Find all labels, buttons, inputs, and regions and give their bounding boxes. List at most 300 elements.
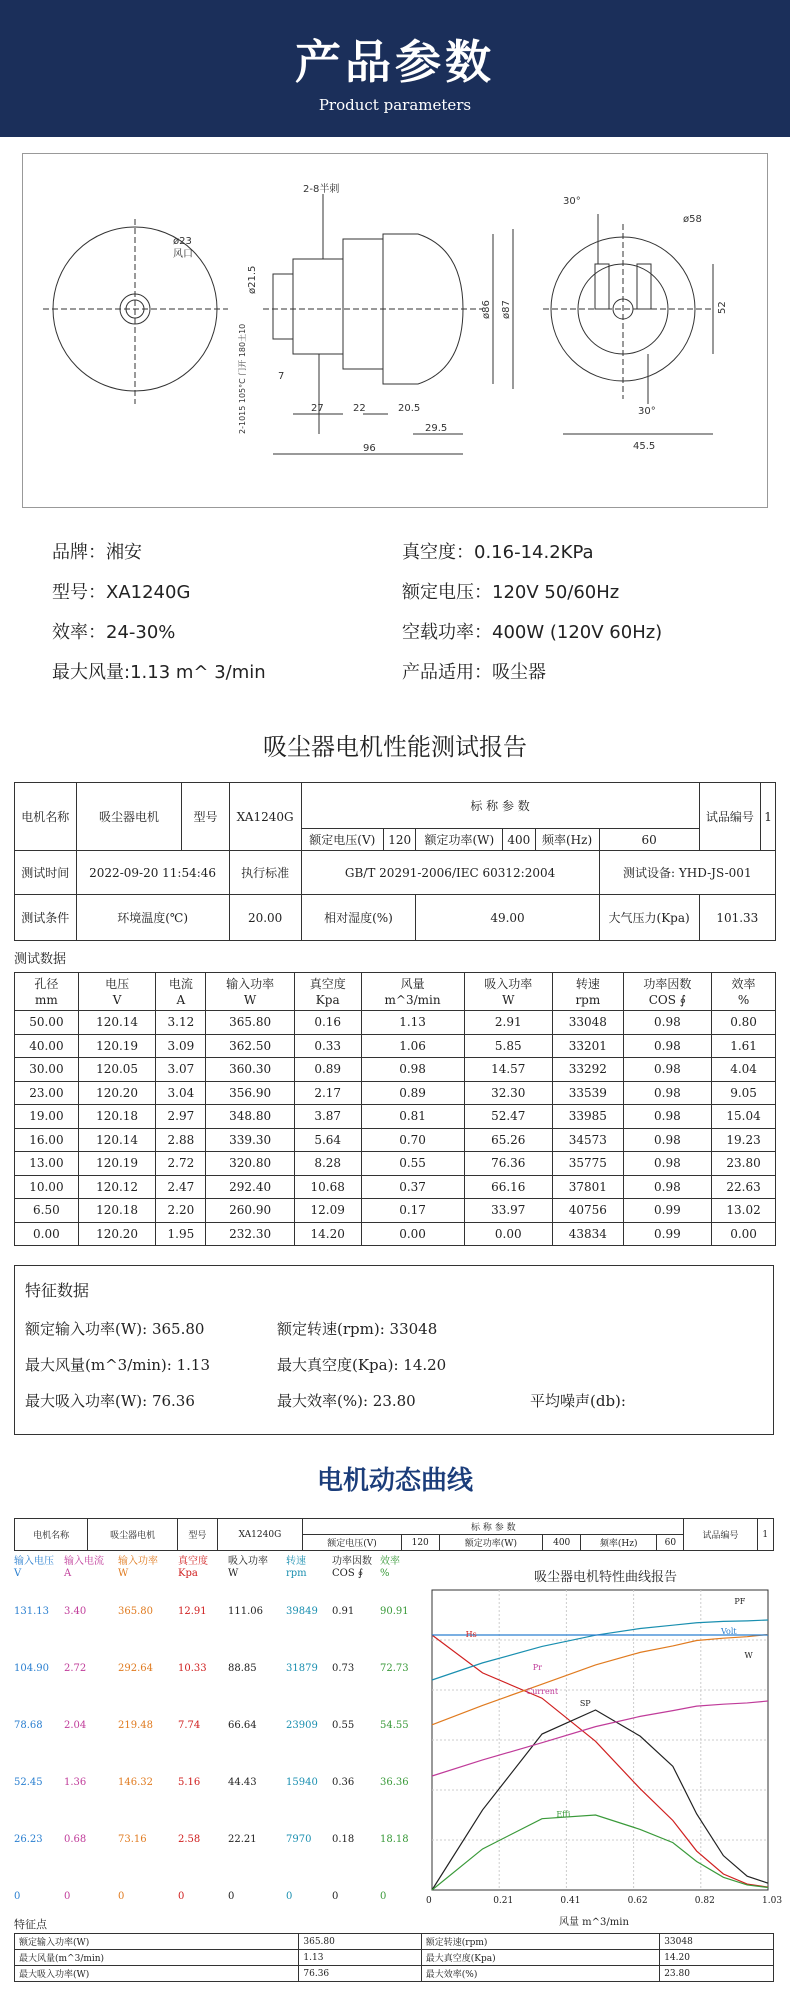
svg-text:52: 52 — [717, 301, 728, 314]
technical-drawing — [22, 153, 768, 508]
table-cell: 3.04 — [156, 1081, 206, 1105]
table-cell: 0.98 — [623, 1128, 711, 1152]
cell: 20.00 — [229, 895, 301, 941]
cell: 400 — [503, 829, 535, 851]
table-cell: 120.05 — [78, 1058, 156, 1082]
curve-value: 78.68 — [14, 1720, 43, 1731]
table-cell: 76.36 — [464, 1152, 552, 1176]
curve-value: 0 — [380, 1891, 387, 1902]
feature-max-suction: 最大吸入功率(W): 76.36 — [25, 1392, 195, 1410]
x-tick-label: 1.03 — [762, 1896, 783, 1906]
curve-value: 2.58 — [178, 1834, 201, 1845]
spec-brand: 品牌：湘安 — [52, 542, 142, 563]
curve-value: 0.55 — [332, 1720, 355, 1731]
cell: 额定电压(V) — [301, 829, 383, 851]
table-cell: 0.16 — [294, 1011, 361, 1035]
table-cell: 52.47 — [464, 1105, 552, 1129]
table-cell: 120.18 — [78, 1105, 156, 1129]
table-cell: 2.17 — [294, 1081, 361, 1105]
table-cell: 额定输入功率(W) — [15, 1934, 299, 1950]
table-row — [15, 1058, 776, 1082]
spec-vacuum: 真空度：0.16-14.2KPa — [402, 542, 594, 563]
table-cell: 0.55 — [361, 1152, 464, 1176]
table-row — [15, 1152, 776, 1176]
column-header: 吸入功率 W — [464, 973, 552, 1011]
table-row — [15, 1128, 776, 1152]
cell: 101.33 — [699, 895, 775, 941]
table-cell: 120.14 — [78, 1128, 156, 1152]
svg-text:22: 22 — [353, 403, 366, 414]
table-cell: 14.20 — [660, 1950, 774, 1966]
cell: XA1240G — [217, 1519, 303, 1551]
cell: 试品编号 — [699, 783, 761, 851]
table-cell: 12.09 — [294, 1199, 361, 1223]
svg-text:ø58: ø58 — [683, 214, 702, 225]
column-header: 效率 % — [712, 973, 776, 1011]
curve-value: 0 — [332, 1891, 339, 1902]
cell: 频率(Hz) — [581, 1535, 657, 1551]
curve-value: 22.21 — [228, 1834, 257, 1845]
cell: 49.00 — [416, 895, 599, 941]
table-cell: 10.00 — [15, 1175, 79, 1199]
table-cell: 5.85 — [464, 1034, 552, 1058]
motor-drawing-svg — [23, 154, 769, 509]
curve-info-table — [14, 1518, 774, 1551]
table-cell: 16.00 — [15, 1128, 79, 1152]
curve-value: 0 — [64, 1891, 71, 1902]
table-cell: 0.00 — [15, 1222, 79, 1246]
curve-label: SP — [579, 1699, 591, 1708]
curve-value: 0 — [178, 1891, 185, 1902]
curve-col-head: 转速 rpm — [286, 1556, 307, 1579]
table-cell: 0.00 — [712, 1222, 776, 1246]
table-cell: 120.19 — [78, 1034, 156, 1058]
curve-value: 90.91 — [380, 1606, 409, 1617]
table-row — [15, 1175, 776, 1199]
cell: 频率(Hz) — [535, 829, 599, 851]
cell: 1 — [757, 1519, 773, 1551]
table-cell: 10.68 — [294, 1175, 361, 1199]
cell: 400 — [543, 1535, 581, 1551]
cell: XA1240G — [229, 783, 301, 851]
table-cell: 9.05 — [712, 1081, 776, 1105]
curve-report — [14, 1518, 783, 1996]
report-title: 吸尘器电机性能测试报告 — [263, 733, 527, 761]
cell: 测试设备: YHD-JS-001 — [599, 851, 775, 895]
table-cell: 19.00 — [15, 1105, 79, 1129]
table-cell: 120.12 — [78, 1175, 156, 1199]
x-tick-label: 0.62 — [627, 1896, 648, 1906]
cell: GB/T 20291-2006/IEC 60312:2004 — [301, 851, 599, 895]
svg-text:ø86: ø86 — [481, 300, 492, 319]
table-cell: 232.30 — [206, 1222, 294, 1246]
curve-value: 39849 — [286, 1606, 318, 1617]
table-cell: 0.37 — [361, 1175, 464, 1199]
svg-text:30°: 30° — [638, 406, 656, 417]
curve-label: Hs — [465, 1630, 477, 1639]
table-cell: 33201 — [552, 1034, 623, 1058]
curve-value: 104.90 — [14, 1663, 49, 1674]
table-cell: 33539 — [552, 1081, 623, 1105]
report-info-table — [14, 782, 776, 941]
curve-value: 0.68 — [64, 1834, 87, 1845]
table-cell: 2.72 — [156, 1152, 206, 1176]
curve-value: 54.55 — [380, 1720, 409, 1731]
curve-value: 0.18 — [332, 1834, 355, 1845]
table-cell: 0.00 — [361, 1222, 464, 1246]
table-cell: 32.30 — [464, 1081, 552, 1105]
table-cell: 40.00 — [15, 1034, 79, 1058]
curve-col-head: 输入电流 A — [64, 1556, 104, 1579]
speed-curve — [432, 1620, 768, 1680]
table-cell: 最大风量(m^3/min) — [15, 1950, 299, 1966]
spec-airflow: 最大风量:1.13 m^ 3/min — [52, 662, 266, 683]
curve-value: 146.32 — [118, 1777, 153, 1788]
table-cell: 0.98 — [623, 1058, 711, 1082]
curve-col-head: 输入电压 V — [14, 1556, 54, 1579]
suction-curve — [432, 1710, 768, 1890]
table-cell: 33985 — [552, 1105, 623, 1129]
curve-report-title: 吸尘器电机特性曲线报告 — [534, 1570, 678, 1585]
table-cell: 120.20 — [78, 1222, 156, 1246]
table-cell: 最大效率(%) — [421, 1966, 659, 1982]
curve-value: 219.48 — [118, 1720, 153, 1731]
curve-value: 0.91 — [332, 1606, 355, 1617]
table-cell: 额定转速(rpm) — [421, 1934, 659, 1950]
table-cell: 2.97 — [156, 1105, 206, 1129]
table-row — [15, 1966, 774, 1982]
table-cell: 66.16 — [464, 1175, 552, 1199]
curve-value: 88.85 — [228, 1663, 257, 1674]
table-cell: 1.61 — [712, 1034, 776, 1058]
table-row — [15, 1222, 776, 1246]
svg-text:ø23: ø23 — [173, 236, 192, 247]
table-cell: 14.20 — [294, 1222, 361, 1246]
svg-text:27: 27 — [311, 403, 324, 414]
cell: 标 称 参 数 — [303, 1519, 684, 1535]
curve-chart — [426, 1588, 783, 1908]
cell: 环境温度(℃) — [76, 895, 229, 941]
table-cell: 0.33 — [294, 1034, 361, 1058]
feature-max-vacuum: 最大真空度(Kpa): 14.20 — [277, 1356, 447, 1374]
table-cell: 0.98 — [623, 1034, 711, 1058]
cell: 120 — [401, 1535, 439, 1551]
table-cell: 1.13 — [299, 1950, 421, 1966]
table-cell: 0.81 — [361, 1105, 464, 1129]
table-cell: 320.80 — [206, 1152, 294, 1176]
table-cell: 3.87 — [294, 1105, 361, 1129]
feature-max-efficiency: 最大效率(%): 23.80 — [277, 1392, 416, 1410]
curve-label: Current — [526, 1687, 559, 1696]
test-data-table — [14, 972, 776, 1246]
cell: 1 — [761, 783, 776, 851]
x-tick-label: 0.82 — [694, 1896, 715, 1906]
table-cell: 23.80 — [660, 1966, 774, 1982]
table-cell: 40756 — [552, 1199, 623, 1223]
table-cell: 19.23 — [712, 1128, 776, 1152]
table-cell: 356.90 — [206, 1081, 294, 1105]
table-cell: 0.98 — [361, 1058, 464, 1082]
curve-value: 2.72 — [64, 1663, 87, 1674]
x-tick-label: 0.41 — [560, 1896, 581, 1906]
cell: 吸尘器电机 — [88, 1519, 178, 1551]
header-banner — [0, 0, 790, 137]
cell: 执行标准 — [229, 851, 301, 895]
spec-noload-power: 空载功率：400W (120V 60Hz) — [402, 622, 663, 643]
column-header: 真空度 Kpa — [294, 973, 361, 1011]
table-row — [15, 1034, 776, 1058]
table-cell: 30.00 — [15, 1058, 79, 1082]
table-cell: 13.00 — [15, 1152, 79, 1176]
table-cell: 2.47 — [156, 1175, 206, 1199]
curve-value: 72.73 — [380, 1663, 409, 1674]
table-cell: 37801 — [552, 1175, 623, 1199]
cell: 吸尘器电机 — [76, 783, 182, 851]
spec-efficiency: 效率：24-30% — [52, 622, 176, 643]
x-tick-label: 0.21 — [493, 1896, 514, 1906]
cell: 标 称 参 数 — [301, 783, 699, 829]
table-cell: 1.13 — [361, 1011, 464, 1035]
cell: 相对湿度(%) — [301, 895, 416, 941]
column-header: 风量 m^3/min — [361, 973, 464, 1011]
table-cell: 23.80 — [712, 1152, 776, 1176]
table-cell: 2.20 — [156, 1199, 206, 1223]
curve-col-head: 效率 % — [380, 1556, 400, 1579]
table-cell: 0.98 — [623, 1175, 711, 1199]
curve-value: 131.13 — [14, 1606, 49, 1617]
table-cell: 33.97 — [464, 1199, 552, 1223]
curve-value: 0.36 — [332, 1777, 355, 1788]
power-curve — [432, 1634, 768, 1724]
cell: 60 — [657, 1535, 684, 1551]
curve-value: 292.64 — [118, 1663, 153, 1674]
curve-value: 73.16 — [118, 1834, 147, 1845]
table-cell: 348.80 — [206, 1105, 294, 1129]
curve-value: 18.18 — [380, 1834, 409, 1845]
table-cell: 35775 — [552, 1152, 623, 1176]
table-row — [15, 1011, 776, 1035]
table-cell: 0.89 — [294, 1058, 361, 1082]
cell: 额定功率(W) — [416, 829, 503, 851]
curve-section-title: 电机动态曲线 — [316, 1466, 473, 1496]
curve-value: 36.36 — [380, 1777, 409, 1788]
table-row — [15, 1950, 774, 1966]
curve-value: 5.16 — [178, 1777, 201, 1788]
curve-value: 10.33 — [178, 1663, 207, 1674]
curve-value: 23909 — [286, 1720, 318, 1731]
table-cell: 0.98 — [623, 1105, 711, 1129]
spec-model: 型号：XA1240G — [52, 582, 191, 603]
table-cell: 15.04 — [712, 1105, 776, 1129]
table-cell: 120.20 — [78, 1081, 156, 1105]
table-cell: 365.80 — [299, 1934, 421, 1950]
column-header: 输入功率 W — [206, 973, 294, 1011]
table-cell: 3.09 — [156, 1034, 206, 1058]
curve-value: 7.74 — [178, 1720, 201, 1731]
test-data-label: 测试数据 — [14, 952, 67, 967]
curve-value: 44.43 — [228, 1777, 257, 1788]
table-cell: 120.18 — [78, 1199, 156, 1223]
curve-value: 3.40 — [64, 1606, 87, 1617]
curve-value: 0 — [118, 1891, 125, 1902]
curve-value: 365.80 — [118, 1606, 153, 1617]
feature-label: 特征数据 — [25, 1281, 90, 1300]
table-cell: 0.80 — [712, 1011, 776, 1035]
table-cell: 0.99 — [623, 1199, 711, 1223]
table-cell: 260.90 — [206, 1199, 294, 1223]
cell: 试品编号 — [684, 1519, 757, 1551]
svg-text:ø87: ø87 — [501, 300, 512, 319]
table-cell: 34573 — [552, 1128, 623, 1152]
table-cell: 1.06 — [361, 1034, 464, 1058]
cell: 电机名称 — [15, 1519, 88, 1551]
table-cell: 3.12 — [156, 1011, 206, 1035]
table-cell: 76.36 — [299, 1966, 421, 1982]
curve-value: 0 — [14, 1891, 21, 1902]
table-row — [15, 1934, 774, 1950]
table-cell: 120.19 — [78, 1152, 156, 1176]
table-cell: 362.50 — [206, 1034, 294, 1058]
table-cell: 8.28 — [294, 1152, 361, 1176]
cell: 2022-09-20 11:54:46 — [76, 851, 229, 895]
curve-col-head: 吸入功率 W — [228, 1556, 268, 1579]
curve-label: Effi — [556, 1810, 571, 1819]
feature-noise: 平均噪声(db): — [530, 1392, 626, 1410]
table-cell: 120.14 — [78, 1011, 156, 1035]
table-cell: 23.00 — [15, 1081, 79, 1105]
table-cell: 3.07 — [156, 1058, 206, 1082]
curve-col-head: 真空度 Kpa — [178, 1556, 208, 1579]
spec-application: 产品适用：吸尘器 — [402, 662, 546, 683]
table-cell: 292.40 — [206, 1175, 294, 1199]
curve-value: 15940 — [286, 1777, 318, 1788]
table-cell: 43834 — [552, 1222, 623, 1246]
table-cell: 2.88 — [156, 1128, 206, 1152]
table-cell: 365.80 — [206, 1011, 294, 1035]
curve-value: 12.91 — [178, 1606, 207, 1617]
x-tick-label: 0 — [426, 1896, 432, 1906]
curve-value: 111.06 — [228, 1606, 263, 1617]
spec-voltage: 额定电压：120V 50/60Hz — [402, 582, 620, 603]
feature-rated-speed: 额定转速(rpm): 33048 — [277, 1320, 438, 1338]
table-cell: 0.17 — [361, 1199, 464, 1223]
curve-label: PF — [734, 1597, 746, 1606]
svg-text:29.5: 29.5 — [425, 423, 448, 434]
table-cell: 33292 — [552, 1058, 623, 1082]
table-cell: 14.57 — [464, 1058, 552, 1082]
column-header: 孔径 mm — [15, 973, 79, 1011]
svg-text:45.5: 45.5 — [633, 441, 656, 452]
table-row — [15, 1105, 776, 1129]
curve-feature-label: 特征点 — [14, 1918, 47, 1931]
feature-box — [14, 1265, 774, 1435]
cell: 120 — [384, 829, 416, 851]
table-cell: 65.26 — [464, 1128, 552, 1152]
svg-text:96: 96 — [363, 443, 376, 454]
curve-value: 0 — [286, 1891, 293, 1902]
curve-col-head: 输入功率 W — [118, 1556, 158, 1579]
table-cell: 4.04 — [712, 1058, 776, 1082]
table-cell: 5.64 — [294, 1128, 361, 1152]
table-cell: 最大吸入功率(W) — [15, 1966, 299, 1982]
cell: 电机名称 — [15, 783, 77, 851]
cell: 测试时间 — [15, 851, 77, 895]
cell: 60 — [599, 829, 699, 851]
curve-col-head: 功率因数 COS ∮ — [332, 1556, 372, 1579]
cell: 型号 — [182, 783, 229, 851]
page-subtitle: Product parameters — [318, 96, 472, 114]
table-cell: 0.89 — [361, 1081, 464, 1105]
svg-text:20.5: 20.5 — [398, 403, 421, 414]
curve-bottom-table — [14, 1933, 774, 1982]
table-cell: 0.00 — [464, 1222, 552, 1246]
svg-text:2-1015 105°C 门开 180土10: 2-1015 105°C 门开 180土10 — [238, 323, 247, 434]
table-cell: 0.99 — [623, 1222, 711, 1246]
column-header: 电流 A — [156, 973, 206, 1011]
svg-text:ø21.5: ø21.5 — [247, 265, 258, 294]
curve-value: 26.23 — [14, 1834, 43, 1845]
cell: 型号 — [178, 1519, 217, 1551]
table-cell: 339.30 — [206, 1128, 294, 1152]
efficiency-curve — [432, 1815, 768, 1890]
table-cell: 2.91 — [464, 1011, 552, 1035]
cell: 测试条件 — [15, 895, 77, 941]
curve-value: 0.73 — [332, 1663, 355, 1674]
table-cell: 0.98 — [623, 1011, 711, 1035]
curve-value: 31879 — [286, 1663, 318, 1674]
table-row — [15, 1199, 776, 1223]
curve-value: 0 — [228, 1891, 235, 1902]
curve-label: W — [744, 1651, 753, 1660]
curve-value: 2.04 — [64, 1720, 87, 1731]
curve-x-label: 风量 m^3/min — [559, 1917, 629, 1928]
drawing-label: 2-8半刺 — [303, 184, 340, 195]
svg-text:7: 7 — [278, 371, 285, 382]
table-cell: 最大真空度(Kpa) — [421, 1950, 659, 1966]
cell: 额定电压(V) — [303, 1535, 402, 1551]
table-cell: 13.02 — [712, 1199, 776, 1223]
table-cell: 360.30 — [206, 1058, 294, 1082]
table-cell: 6.50 — [15, 1199, 79, 1223]
curve-label: Volt — [720, 1627, 737, 1636]
table-row — [15, 1081, 776, 1105]
table-cell: 1.95 — [156, 1222, 206, 1246]
svg-text:风口: 风口 — [173, 249, 193, 260]
table-cell: 50.00 — [15, 1011, 79, 1035]
table-cell: 22.63 — [712, 1175, 776, 1199]
curve-value: 66.64 — [228, 1720, 257, 1731]
cell: 额定功率(W) — [439, 1535, 543, 1551]
feature-rated-input: 额定输入功率(W): 365.80 — [25, 1320, 205, 1338]
table-cell: 33048 — [552, 1011, 623, 1035]
svg-text:30°: 30° — [563, 196, 581, 207]
column-header: 电压 V — [78, 973, 156, 1011]
page-title: 产品参数 — [295, 35, 495, 89]
column-header: 转速 rpm — [552, 973, 623, 1011]
feature-max-air: 最大风量(m^3/min): 1.13 — [25, 1356, 210, 1374]
curve-value: 1.36 — [64, 1777, 87, 1788]
curve-value: 7970 — [286, 1834, 312, 1845]
table-cell: 0.98 — [623, 1152, 711, 1176]
column-header: 功率因数 COS ∮ — [623, 973, 711, 1011]
table-cell: 0.98 — [623, 1081, 711, 1105]
spec-list — [52, 538, 752, 698]
curve-label: Pr — [532, 1663, 543, 1672]
table-cell: 33048 — [660, 1934, 774, 1950]
table-cell: 0.70 — [361, 1128, 464, 1152]
curve-value: 52.45 — [14, 1777, 43, 1788]
cell: 大气压力(Kpa) — [599, 895, 699, 941]
